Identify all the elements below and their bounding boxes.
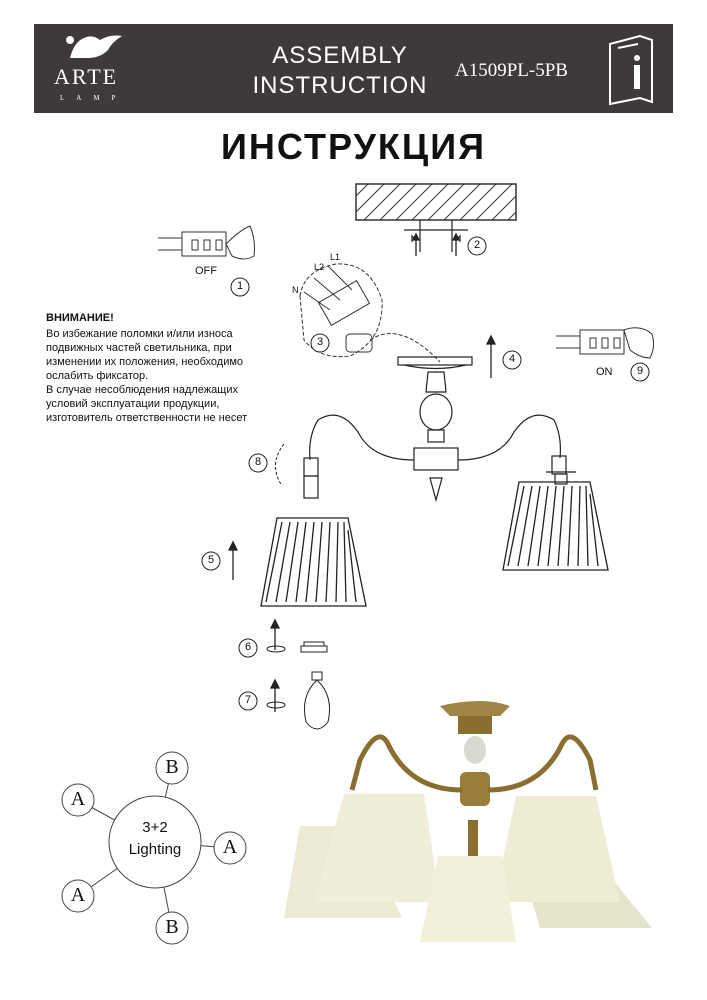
step-number: 6 — [244, 641, 252, 653]
switch-on-icon — [556, 328, 654, 358]
wire-label-l2: L2 — [314, 262, 325, 272]
switch-on-label: ON — [596, 366, 613, 378]
warning-line: подвижных частей светильника, при — [46, 342, 232, 354]
step-number: 9 — [636, 365, 644, 377]
wire-label-l1: L1 — [330, 252, 341, 262]
group-letter: A — [222, 836, 238, 858]
ring-part-icon — [301, 642, 327, 652]
step-number: 2 — [473, 239, 481, 251]
info-icon — [634, 55, 640, 89]
step-number: 7 — [244, 694, 252, 706]
mounting-bracket — [404, 220, 468, 252]
step-number: 4 — [508, 353, 516, 365]
group-letter: B — [165, 756, 179, 778]
manual-book-icon — [610, 36, 652, 104]
warning-line: В случае несоблюдения надлежащих — [46, 384, 238, 396]
warning-line: условий эксплуатации продукции, — [46, 398, 220, 410]
group-letter: A — [70, 884, 86, 906]
warning-line: изготовитель ответственности не несет — [46, 412, 248, 424]
step-number: 3 — [316, 336, 324, 348]
warning-title: ВНИМАНИЕ! — [46, 312, 114, 324]
step-number: 5 — [207, 554, 215, 566]
lighting-center-label — [110, 817, 200, 861]
warning-line: Во избежание поломки и/или износа — [46, 328, 233, 340]
step-number: 8 — [254, 456, 262, 468]
chandelier-photo — [284, 701, 652, 942]
warning-line: ослабить фиксатор. — [46, 370, 149, 382]
ceiling-hatch — [356, 184, 516, 220]
griffin-logo-icon — [66, 36, 122, 59]
group-letter: B — [165, 916, 179, 938]
page-title: ИНСТРУКЦИЯ — [221, 126, 486, 167]
switch-off-label: OFF — [195, 265, 217, 277]
group-letter: A — [70, 788, 86, 810]
brand-subtitle: LAMP — [60, 94, 128, 102]
chandelier-drawing — [304, 357, 576, 500]
assembly-arrows — [229, 234, 495, 712]
lamp-shade-right — [503, 482, 608, 570]
step-circles — [202, 237, 649, 710]
rotation-marks — [267, 444, 285, 708]
lighting-word: Lighting — [128, 841, 182, 858]
warning-line: изменении их положения, необходимо — [46, 356, 244, 368]
candle-bulb-icon — [304, 672, 329, 729]
header-title-line1: ASSEMBLY — [272, 42, 408, 69]
switch-off-icon — [158, 226, 255, 259]
lighting-ratio: 3+2 — [142, 819, 168, 836]
header-title-line2: INSTRUCTION — [252, 72, 428, 99]
brand-name: ARTE — [54, 64, 119, 89]
lamp-shade-left — [261, 518, 366, 606]
model-number: A1509PL-5PB — [455, 60, 568, 81]
step-number: 1 — [236, 280, 244, 292]
wire-label-n: N — [292, 285, 299, 295]
